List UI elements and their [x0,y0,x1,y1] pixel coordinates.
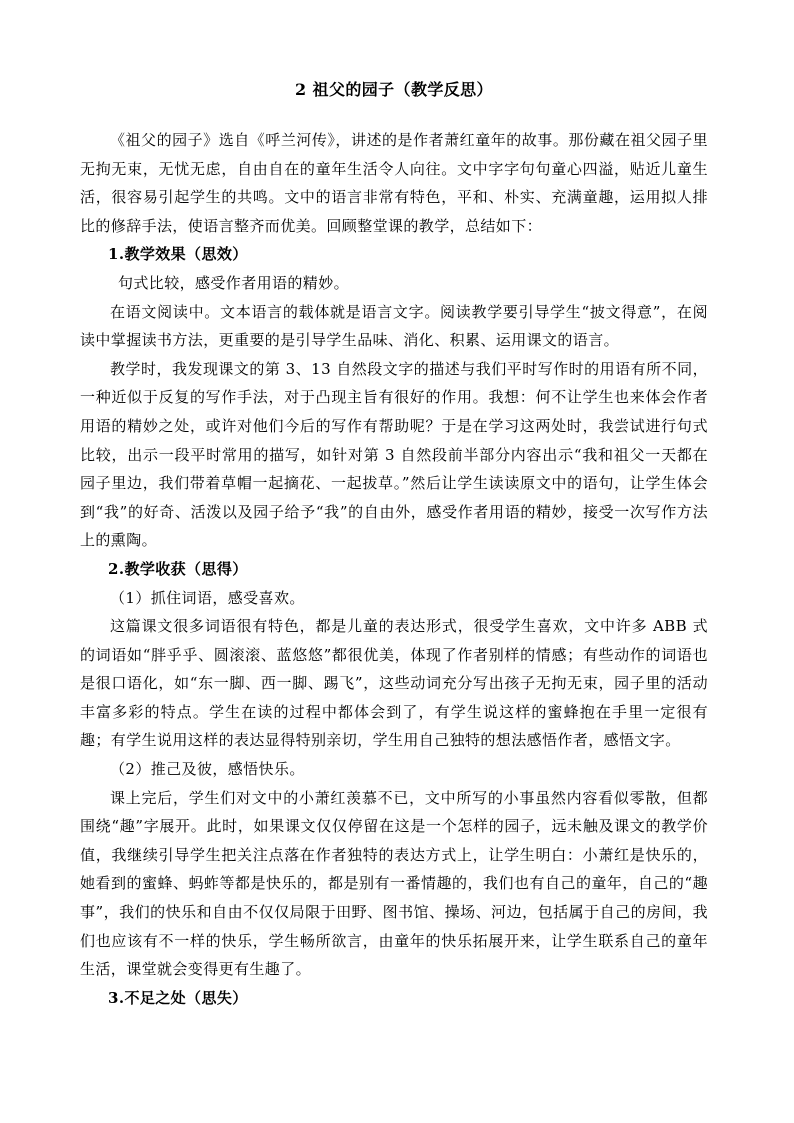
intro-paragraph: 《祖父的园子》选自《呼兰河传》，讲述的是作者萧红童年的故事。那份藏在祖父园子里无拘无束，无忧无虑，自由自在的童年生活令人向往。文中字字句句童心四溢，贴近儿童生活，很容易引起学生的共鸣。文中的语言非常有特色，平和、朴实、充满童趣，运用拟人排比的修辞手法，使语言整齐而优美。回顾整堂课的教学，总结如下： [80,131,708,235]
section-subheading-happiness: （2）推己及彼，感悟快乐。 [110,760,305,779]
body-paragraph: 在语文阅读中。文本语言的载体就是语言文字。阅读教学要引导学生“披文得意”，在阅读中掌握读书方法，更重要的是引导学生品味、消化、积累、运用课文的语言。 [80,302,708,350]
body-paragraph: 这篇课文很多词语很有特色，都是儿童的表达形式，很受学生喜欢，文中许多 ABB 式的词语如“胖乎乎、圆滚滚、蓝悠悠”都很优美，体现了作者别样的情感；有些动作的词语也是很口语化，如“东一脚、西一脚、踢飞”，这些动词充分写出孩子无拘无束，园子里的活动丰富多彩的特点。学生在读的过程中都体会到了，有学生说这样的蜜蜂抱在手里一定很有趣；有学生说用这样的表达显得特别亲切，学生用自己独特的想法感悟作者，感悟文字。 [80,617,708,750]
section-heading-gains: 2.教学收获（思得） [108,559,248,578]
body-paragraph: 教学时，我发现课文的第 3、13 自然段文字的描述与我们平时写作时的用语有所不同，一种近似于反复的写作手法，对于凸现主旨有很好的作用。我想：何不让学生也来体会作者用语的精妙之处，或许对他们今后的写作有帮助呢？于是在学习这两处时，我尝试进行句式比较，出示一段平时常用的描写，如针对第 3 自然段前半部分内容出示“我和祖父一天都在园子里边，我们带着草帽一起摘花、一起拔草。”然后让学生读读原文中的语句，让学生体会到“我”的好奇、活泼以及园子给予“我”的自由外，感受作者用语的精妙，接受一次写作方法上的熏陶。 [80,359,708,550]
section-heading-shortcomings: 3.不足之处（思失） [108,988,248,1007]
section-subheading-words: （1）抓住词语，感受喜欢。 [110,588,305,607]
body-paragraph: 课上完后，学生们对文中的小萧红羡慕不已，文中所写的小事虽然内容看似零散，但都围绕“趣”字展开。此时，如果课文仅仅停留在这是一个怎样的园子，远未触及课文的教学价值，我继续引导学生把关注点落在作者独特的表达方式上，让学生明白：小萧红是快乐的，她看到的蜜蜂、蚂蚱等都是快乐的，都是别有一番情趣的，我们也有自己的童年，自己的“趣事”，我们的快乐和自由不仅仅局限于田野、图书馆、操场、河边，包括属于自己的房间，我们也应该有不一样的快乐，学生畅所欲言，由童年的快乐拓展开来，让学生联系自己的童年生活，课堂就会变得更有生趣了。 [80,788,708,979]
section-heading-effect: 1.教学效果（思效） [108,245,248,264]
section-subheading-sentence-comparison: 句式比较，感受作者用语的精妙。 [118,273,350,292]
document-title: 2 祖父的园子（教学反思） [295,80,493,99]
